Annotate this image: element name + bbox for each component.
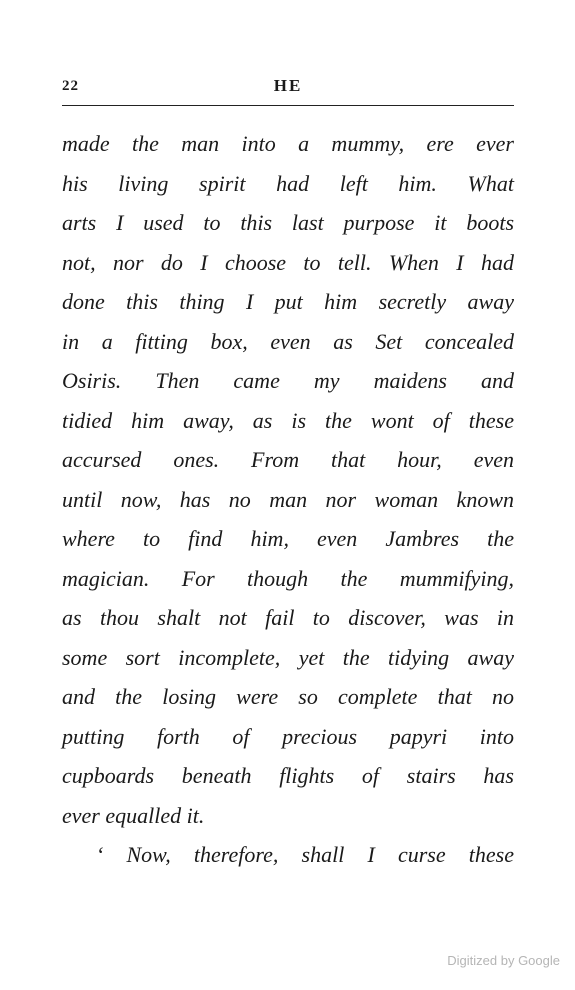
- header-rule: [62, 105, 514, 106]
- text-line: tidied him away, as is the wont of these: [62, 407, 514, 433]
- text-line: where to find him, even Jambres the: [62, 526, 514, 551]
- watermark: Digitized by Google: [447, 953, 560, 968]
- text-line: and the losing were so complete that no: [62, 684, 514, 709]
- text-line: not, nor do I choose to tell. When I had: [62, 249, 514, 275]
- text-line: cupboards beneath flights of stairs has: [62, 763, 514, 788]
- text-line: as thou shalt not fail to discover, was in: [62, 605, 514, 630]
- text-line: ‘ Now, therefore, shall I curse these: [96, 842, 514, 867]
- text-line: magician. For though the mummifying,: [62, 565, 514, 591]
- text-line: accursed ones. From that hour, even: [62, 447, 514, 472]
- text-line: some sort incomplete, yet the tidying away: [62, 644, 514, 670]
- body-text: [62, 124, 514, 875]
- text-line: arts I used to this last purpose it boots: [62, 210, 514, 235]
- text-line: Osiris. Then came my maidens and: [62, 368, 514, 393]
- text-line: his living spirit had left him. What: [62, 170, 514, 196]
- page-number: 22: [62, 78, 79, 94]
- page-header: [62, 74, 514, 100]
- text-line: putting forth of precious papyri into: [62, 723, 514, 749]
- text-line: in a fitting box, even as Set concealed: [62, 328, 514, 354]
- text-line: until now, has no man nor woman known: [62, 486, 514, 512]
- text-line: done this thing I put him secretly away: [62, 289, 514, 314]
- text-line: made the man into a mummy, ere ever: [62, 131, 514, 156]
- running-title: HE: [273, 76, 303, 95]
- text-line: ever equalled it.: [62, 802, 205, 828]
